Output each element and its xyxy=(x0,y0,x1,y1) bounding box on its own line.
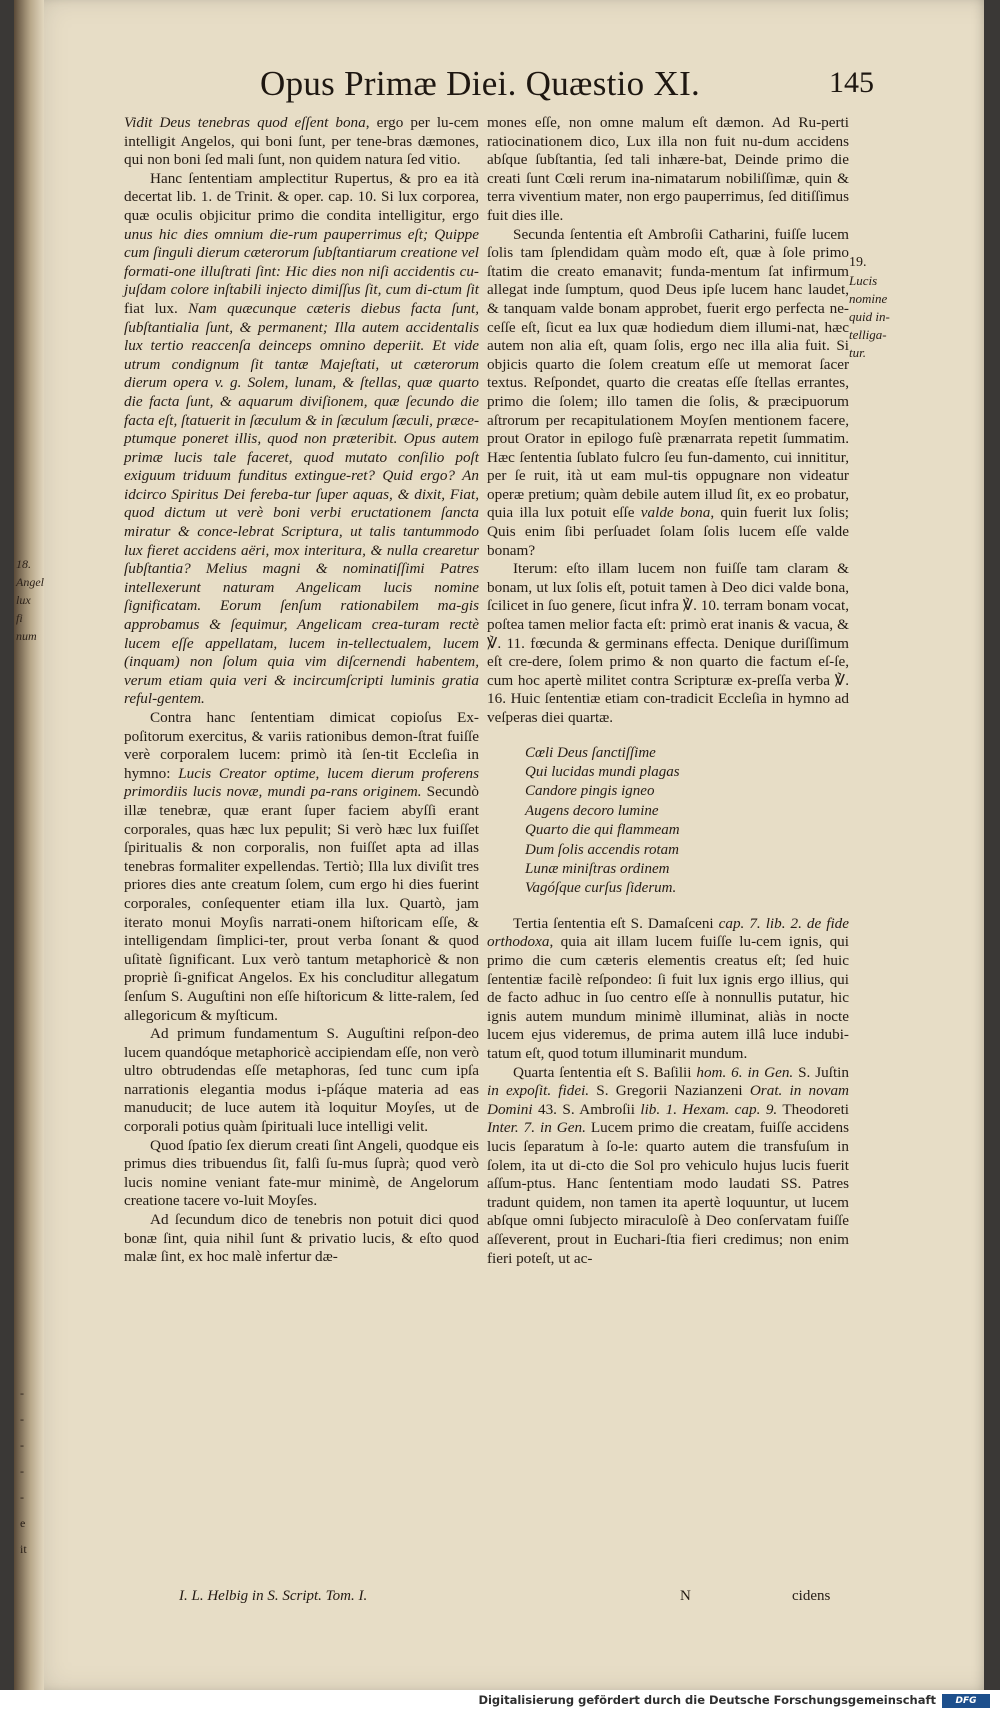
marginal-gloss-line: quid in- xyxy=(849,309,890,324)
dfg-logo-icon: DFG xyxy=(942,1694,990,1708)
text-run: mones eſſe, non omne malum eſt dæmon. Ad Ru-perti ratiocinationem dico, Lux illa non fuit nu-dum accidens abſque ſubſtantia, ſed tali inhære-bat, Deinde primo die creati ſunt Cœli rerum ina-nimatarum nobiliſſimæ, quin & terra viventium mater, non ergo pauperrimus, ſed ditiſſimus fuit dies ille. xyxy=(487,114,849,224)
text-run: Ad primum fundamentum S. Auguſtini reſpon-deo lucem quandóque metaphoricè accipiendam eſſe, non verò ultro obtrudendas eſſe metaphoras, ſed tunc cum ipſa narrationis elegantia modus i-pſáque materia ad eas manuducit; de luce autem ità loquitur Moyſes, ut de corporali potius quàm ſpirituali luce intelligi velit. xyxy=(124,1025,479,1136)
paragraph xyxy=(124,170,479,709)
text-run: Quarta ſententia eſt S. Baſilii xyxy=(513,1063,697,1081)
italic-text: hom. 6. in Gen. xyxy=(696,1063,794,1081)
paragraph xyxy=(124,1211,479,1267)
marginal-gloss-line: nomine xyxy=(849,291,888,306)
italic-text: Lucis Creator optime, lucem dierum proferens primordiis lucis novæ, mundi pa-rans originem. xyxy=(124,764,479,801)
hymn-line: Qui lucidas mundi plagas xyxy=(525,764,680,780)
hymn-line: Vagóſque curſus ſiderum. xyxy=(525,880,677,897)
italic-text: Vidit Deus tenebras quod eſſent bona xyxy=(124,114,366,131)
left-margin-line: lux fi xyxy=(16,593,31,625)
hymn-verse xyxy=(525,744,849,899)
paragraph xyxy=(124,709,479,1025)
text-run: Iterum: eſto illam lucem non fuiſſe tam claram & bonam, ut lux ſolis eſt, potuit tamen à Deo dici valde bona, ſcilicet in ſuo genere, ſicut infra ℣. 10. terram bonam vocat, poſtea tamen melior facta eſt: primò erat inanis & vacua, & ℣. 11. fœcunda & germinans effecta. Denique duriſſimum eſt cre-dere, ſolem primo & non quarto die factum eſ-ſe, cum hoc apertè militet contra Scripturæ ex-preſſa verba ℣. 16. Huic ſententiæ etiam con-tradicit Eccleſia in hymno ad veſperas diei quartæ. xyxy=(487,560,849,726)
right-margin-note xyxy=(849,254,899,362)
marginal-gloss-line: tur. xyxy=(849,345,866,360)
hymn-line: Quarto die qui flammeam xyxy=(525,822,680,839)
italic-text: valde bona xyxy=(640,504,711,522)
footer-bar xyxy=(0,1690,1000,1712)
left-column xyxy=(124,114,479,1267)
left-margin-fragment: it xyxy=(20,1542,27,1556)
running-header xyxy=(260,64,920,108)
italic-text: Nam quæcunque cæteris diebus facta ſunt, ſubſtantialia ſunt, & permanent; Illa autem accidentalis lux tertio reaccenſa deinceps omnino deperiit. Et vide utrum condignum ſit tantæ Majeſtati, ut cæterorum dierum opera v. g. Solem, lunam, & ſtellas, quæ quarto die facta ſunt, & aquarum diviſionem, quæ ſecundo die facta eſt, ſtatuerit in ſæculum & in ſæculum ſæculi, præce-ptumque poneret illis, quod non præteribit. Opus autem primæ lucis tale faceret, quod mutato conſilio poſt exiguum triduum funditus extingue-ret? Quid ergo? An idcirco Spiritus Dei fereba-tur ſuper aquas, & dixit, Fiat, quod dictum ut verè boni verbi eructationem ſancta miratur & conce-lebrat Scriptura, ut talis tantummodo lux fieret accidens aëri, mox interitura, & nulla crearetur ſubſtantia? Melius magni & nominatiſſimi Patres intellexerunt naturam Angelicam lucis nomine ſignificatam. Eorum ſenſum rationabilem ma-gis approbamus & ſequimur, Angelicam crea-turam rectè lucem eſſe appellatam, lucem in-tellectualem, lucem (inquam) non ſolum quia vim diſcernendi habentem, verum etiam quia veri & incircumſcripti luminis gratia reful-gentem. xyxy=(124,299,479,708)
hymn-line: Lunæ miniſtras ordinem xyxy=(525,861,670,878)
text-run: S. Gregorii Nazianzeni xyxy=(589,1082,750,1100)
left-margin-fragment: - xyxy=(20,1490,24,1504)
text-run: Hanc ſententiam amplectitur Rupertus, & pro ea ità decertat lib. 1. de Trinit. & oper. cap. 10. Si lux corporea, quæ oculis objicitur primo die condita intelligitur, ergo xyxy=(124,169,479,224)
left-margin-line: Angel xyxy=(16,575,44,589)
left-margin-note xyxy=(16,555,44,645)
italic-text: lib. 1. Hexam. cap. 9. xyxy=(640,1100,778,1118)
page-title: Opus Primæ Diei. Quæstio XI. xyxy=(260,64,701,103)
text-run: Ad ſecundum dico de tenebris non potuit dici quod bonæ ſint, quia nihil ſunt & privatio lucis, & eſto quod malæ ſint, ex hoc malè infertur dæ- xyxy=(124,1211,479,1266)
italic-text: cap. 7. lib. 2. de fide orthodoxa xyxy=(487,914,849,951)
paragraph xyxy=(487,915,849,1064)
text-run: 43. S. Ambroſii xyxy=(532,1100,641,1118)
left-margin-fragment: - xyxy=(20,1386,24,1400)
hymn-line: Candore pingis igneo xyxy=(525,783,655,800)
text-run: Tertia ſententia eſt S. Damaſceni xyxy=(513,914,719,932)
paragraph xyxy=(487,114,849,226)
text-run: , quin fuerit lux ſolis; Quis enim ſibi perſuadet ſolam ſolis lucem eſſe valde bonam? xyxy=(487,504,849,559)
text-run: , ergo per lu-cem intelligit Angelos, qui boni ſunt, per tene-bras dæmones, qui non boni ſed mali ſunt, non quidem natura ſed vitio. xyxy=(124,114,479,169)
left-margin-fragments xyxy=(20,1380,34,1562)
hymn-line: Dum ſolis accendis rotam xyxy=(525,841,680,858)
text-run: , quia ait illam lucem fuiſſe lu-cem ignis, qui primo die cum cæteris elementis creatus eſt; ſed huic ſententiæ facilè reſpondeo: ſi fuit lux ignis ergo illius, qui de facto adhuc in ſuo centro eſſe à nonnullis putatur, hic ignis autem mundum minimè illuminat, aliàs in noctе lucem ejus videremus, de prima autem illâ luce indubi-tatum eſt, quod totum illuminarit mundum. xyxy=(487,933,849,1062)
text-run: S. Juſtin xyxy=(793,1063,849,1081)
paragraph xyxy=(124,1137,479,1211)
text-run: Contra hanc ſententiam dimicat copioſus Ex-poſitorum exercitus, & variis rationibus demon-ſtrat fuiſſe verè corporalem lucem: primò ità ſen-tit Eccleſia in hymno: xyxy=(124,709,479,782)
left-margin-fragment: - xyxy=(20,1412,24,1426)
hymn-line: Augens decoro lumine xyxy=(525,802,659,819)
catchword: cidens xyxy=(792,1588,831,1604)
page-number: 145 xyxy=(829,66,874,99)
hymn-line: Cœli Deus ſanctiſſime xyxy=(525,744,656,761)
marginal-number: 19. xyxy=(849,255,867,270)
right-column xyxy=(487,114,849,1268)
text-run: fiat lux. xyxy=(124,299,189,317)
paragraph xyxy=(124,114,479,170)
footer-credit: Digitalisierung gefördert durch die Deutsche Forschungsgemeinschaft xyxy=(478,1693,936,1707)
italic-text: Orat. in novam Domini xyxy=(487,1082,850,1118)
text-run: Secundò illæ tenebræ, quæ erant ſuper faciem abyſſi erant corporales, quas hæc lux pepulit; Si verò hæc lux fuiſſet ſpiritualis & non corporalis, non fuiſſet apta ad illas tenebras formaliter expellendas. Tertiò; Illa lux diviſit tres priores dies ante creatum ſolem, cum ergo hi dies fuerint corporales, conſequenter etiam illa lux. Quartò, jam iterato monui Moyſis narrati-onem hiſtoricam eſſe, & intelligendam ſimplici-ter, prout verba ſonant & quod uſitatè ſignificant. Lux verò tantum metaphoricè & non propriè ſi-gnificat Angelos. Ex his concluditur allegatum ſenſum S. Auguſtini non eſſe hiſtoricum & litte-ralem, ſed allegoricum & myſticum. xyxy=(124,783,479,1024)
marginal-gloss-line: telliga- xyxy=(849,327,887,342)
paragraph xyxy=(487,560,849,727)
italic-text: unus hic dies omnium die-rum pauperrimus eſt; Quippe cum ſinguli dierum cæterorum ſubſtantiarum creatione vel formati-one illuſtrati ſint: Hic dies non niſi accidentis cu-juſdam colore inſtabili injecto dimiſſus ſit, cum di-ctum ſit xyxy=(124,225,479,299)
book-page xyxy=(14,0,984,1690)
marginal-gloss-line: Lucis xyxy=(849,273,878,288)
left-margin-line: num xyxy=(16,629,37,643)
signature-line: I. L. Helbig in S. Script. Tom. I. xyxy=(179,1588,368,1604)
paragraph xyxy=(124,1025,479,1137)
left-margin-fragment: - xyxy=(20,1438,24,1452)
right-column-text-after-hymn xyxy=(487,915,849,1268)
right-column-text-before-hymn xyxy=(487,114,849,728)
italic-text: Inter. 7. in Gen. xyxy=(487,1119,586,1137)
paragraph xyxy=(487,1064,849,1269)
text-run: Quod ſpatio ſex dierum creati ſint Angeli, quodque eis primus dies tribuendus ſit, falſi ſu-mus ſuprà; quod verò lucis nomine veniant fate-mur minimè, de Angelorum creatione tacere vo-luit Moyſes. xyxy=(124,1136,479,1210)
text-run: Theodoreti xyxy=(777,1100,850,1118)
paragraph xyxy=(487,226,849,561)
signature-mark: N xyxy=(680,1588,691,1604)
left-margin-fragment: - xyxy=(20,1464,24,1478)
left-margin-line: 18. xyxy=(16,557,31,571)
left-margin-fragment: e xyxy=(20,1516,26,1530)
text-run: Secunda ſententia eſt Ambroſii Catharini, fuiſſe lucem ſolis tam ſplendidam quàm modo eſt, quæ à ſole primo ſtatim die creato emanavit; funda-mentum ſat infirmum allegat inde ſumptum, quod Deus ipſe lucem hanc laudet, & tanquam valde bonam approbet, fuerit ergo perfecta ne-ceſſe eſt, ſicut ea lux quæ hodiedum diem illumi-nat, hæc autem non alia eſt, quam ſolis, ergo nec illa alia fuit. Si objicis quarto die ſolem creatum eſſe ut memorat ſacer textus. Reſpondet, quarto die creatas eſſe ſtellas errantes, primo die ſolem; illo tamen die ſolis, & præcipuorum aſtrorum per recapitulationem Moyſen mentionem facere, prout Orator in epilogo fuſè prænarrata repetit ſummatim. Hæc ſententia ſublato fulcro ſeu fun-damento, cui innititur, per ſe ruit, ità ut eam mul-tis oppugnare non videatur operæ pretium; quàm debile autem illud ſit, ex eo probatur, quia illa lux potuit eſſe xyxy=(487,225,849,522)
marginal-gloss xyxy=(849,272,899,362)
text-run: Lucem primo die creatam, fuiſſe accidens lucis ſeparatum à ſo-le: quarto autem die transfuſum in ſolem, ita ut di-cto die Sol pro vehiculo hujus lucis fuerit aſſum-ptus. Hanc ſententiam modo laudati SS. Patres tradunt quidem, non tamen ita apertè loquuntur, ut lucem abſque omni ſubjecto miraculoſè à Deo conſervatam fuiſſe aſſeverent, prout in Euchari-ſtia fieri credimus; non enim fieri poteſt, ut ac- xyxy=(487,1119,849,1267)
italic-text: in expoſit. fidei. xyxy=(487,1082,590,1100)
